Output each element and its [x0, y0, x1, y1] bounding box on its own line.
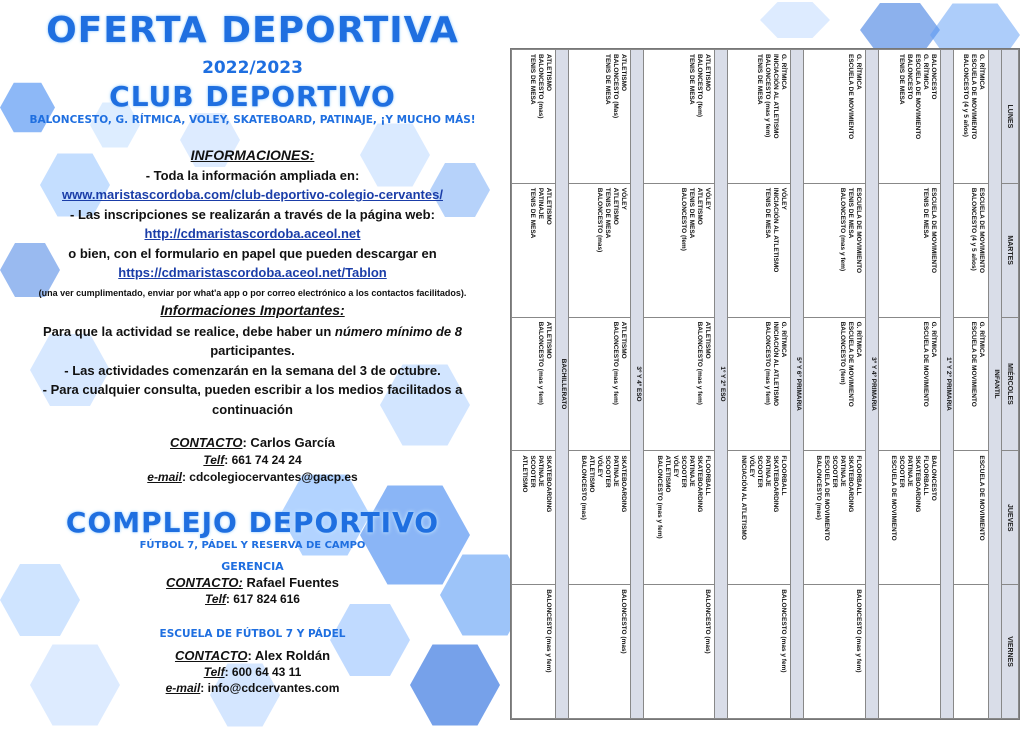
activity-cell: [878, 183, 940, 317]
activity-cell: [953, 451, 988, 585]
activity-item: TENIS DE MESA: [688, 187, 696, 239]
activity-cell: [878, 585, 940, 719]
level-row: [940, 50, 953, 719]
activity-item: BALONCESTO (mas): [580, 455, 588, 520]
activity-cell: [644, 585, 715, 719]
escuela-contact-label: CONTACTO: [174, 648, 248, 663]
activity-cell: [878, 451, 940, 585]
activity-item: SKATEBOARDING: [545, 455, 553, 513]
activity-item: G. RÍTMICA: [854, 54, 862, 90]
activity-item: ATLETISMO: [664, 455, 672, 493]
activity-item: ATLETISMO: [588, 455, 596, 493]
level-label: 5º Y 6º PRIMARIA: [790, 50, 803, 719]
level-row: [631, 50, 644, 719]
activity-item: PATINAJE: [537, 187, 545, 219]
level-label: 1º Y 2º PRIMARIA: [940, 50, 953, 719]
activity-item: BALONCESTO (Mas): [612, 54, 620, 119]
activity-item: TENIS DE MESA: [763, 187, 771, 239]
activity-item: SCOOTER: [529, 455, 537, 488]
info-line-1: - Toda la información ampliada en:: [145, 168, 360, 183]
activity-item: G. RÍTMICA: [921, 54, 929, 90]
activity-item: BALONCESTO (mas y fem): [545, 589, 553, 673]
activity-cell: [644, 451, 715, 585]
activity-item: G. RÍTMICA: [929, 321, 937, 358]
level-label: 3º Y 4º PRIMARIA: [865, 50, 878, 719]
activities-row: [644, 50, 715, 719]
activity-item: SCOOTER: [755, 455, 763, 488]
activity-item: ESCUELA DE MOVIMIENTO: [978, 455, 985, 541]
day-header: JUEVES: [1002, 451, 1019, 585]
activity-item: TENIS DE MESA: [755, 54, 763, 105]
activity-cell: [728, 451, 790, 585]
activity-cell: [728, 317, 790, 451]
level-row: [715, 50, 728, 719]
activity-item: ESCUELA DE MOVIMIENTO: [822, 455, 830, 541]
activity-item: ESCUELA DE MOVIMIENTO: [854, 187, 862, 274]
mail-label: e-mail: [147, 470, 182, 484]
activity-item: BALONCESTO (fem): [696, 54, 704, 118]
activity-cell: [644, 50, 715, 184]
level-label: INFANTIL: [989, 50, 1002, 719]
activity-cell: [878, 317, 940, 451]
activity-item: BALONCESTO (mas y fem): [656, 455, 664, 539]
activity-item: ESCUELA DE MOVIMIENTO: [929, 187, 937, 274]
activity-item: BALONCESTO: [929, 54, 937, 100]
contact-label: CONTACTO: [170, 435, 243, 450]
activity-item: BALONCESTO (mas): [814, 455, 822, 520]
activity-item: SKATEBOARDING: [620, 455, 628, 513]
activity-item: ESCUELA DE MOVIMIENTO: [970, 54, 977, 140]
imp1-a: Para que la actividad se realice, debe haber un: [42, 324, 335, 339]
activity-item: ATLETISMO: [620, 321, 628, 359]
activity-cell: [512, 585, 556, 719]
level-label: 3º Y 4º ESO: [631, 50, 644, 719]
activity-cell: [953, 585, 988, 719]
activities-row: [953, 50, 988, 719]
activity-item: G. RÍTMICA: [978, 54, 985, 90]
gerencia-tel: : 617 824 616: [225, 592, 300, 606]
activity-item: VÓLEY: [620, 187, 628, 210]
activity-item: TENIS DE MESA: [529, 187, 537, 239]
activity-item: TENIS DE MESA: [604, 54, 612, 105]
schedule-panel: [510, 48, 1020, 720]
contact-name: : Carlos García: [242, 435, 335, 450]
activity-item: BALONCESTO (fem): [838, 321, 846, 385]
day-header: MARTES: [1002, 183, 1019, 317]
schedule-table: [511, 49, 1019, 719]
activity-item: INICIACIÓN AL ATLETISMO: [771, 321, 779, 407]
activity-item: TENIS DE MESA: [604, 187, 612, 239]
activity-item: SCOOTER: [897, 455, 905, 488]
imp3b: continuación: [212, 402, 293, 417]
activity-item: TENIS DE MESA: [846, 187, 854, 239]
activity-cell: [512, 451, 556, 585]
day-header: LUNES: [1002, 50, 1019, 184]
activity-item: BALONCESTO (mas y fem): [696, 321, 704, 405]
activity-cell: [512, 183, 556, 317]
activity-item: G. RÍTMICA: [779, 54, 787, 90]
activity-item: BALONCESTO (mas): [537, 54, 545, 119]
aceol-link[interactable]: http://cdmaristascordoba.aceol.net: [144, 226, 361, 241]
activity-item: VÓLEY: [704, 187, 712, 210]
activity-item: G. RÍTMICA: [779, 321, 787, 358]
level-row: [790, 50, 803, 719]
gerencia-contact-name: Rafael Fuentes: [242, 575, 339, 590]
activity-item: SCOOTER: [604, 455, 612, 488]
day-header: MIÉRCOLES: [1002, 317, 1019, 451]
level-label: BACHILLERATO: [556, 50, 569, 719]
level-row: [556, 50, 569, 719]
day-header: VIERNES: [1002, 585, 1019, 719]
activity-item: PATINAJE: [905, 455, 913, 487]
activity-cell: [953, 183, 988, 317]
activity-cell: [803, 585, 865, 719]
activity-cell: [569, 183, 631, 317]
info-note: (una ver cumplimentado, enviar por what'a app o por correo electrónico a los contactos facilitados).: [38, 288, 467, 298]
level-row: [865, 50, 878, 719]
imp1-b: número mínimo de 8: [334, 324, 463, 339]
activity-item: VÓLEY: [779, 187, 787, 210]
activity-item: BALONCESTO (4 y 5 años): [970, 187, 977, 271]
activity-cell: [953, 317, 988, 451]
tablon-link[interactable]: https://cdmaristascordoba.aceol.net/Tablon: [118, 265, 387, 280]
activity-item: FLOORBALL: [779, 455, 787, 496]
activity-item: TENIS DE MESA: [688, 54, 696, 105]
activity-item: BALONCESTO (mas y fem): [763, 54, 771, 138]
club-title: CLUB DEPORTIVO: [109, 80, 396, 113]
gerencia-contact-label: CONTACTO:: [166, 575, 243, 590]
activity-item: PATINAJE: [838, 455, 846, 487]
level-label: 1º Y 2º ESO: [715, 50, 728, 719]
activity-item: ATLETISMO: [545, 54, 553, 92]
activity-cell: [569, 451, 631, 585]
activity-item: PATINAJE: [688, 455, 696, 487]
club-website-link[interactable]: www.maristascordoba.com/club-deportivo-colegio-cervantes/: [62, 187, 443, 202]
activity-cell: [953, 50, 988, 184]
activity-item: BALONCESTO (mas): [620, 589, 628, 654]
activity-item: ESCUELA DE MOVIMIENTO: [970, 321, 977, 407]
imp3: - Para cualquier consulta, pueden escribir a los medios facilitados a: [42, 382, 463, 397]
activity-item: BALONCESTO (mas y fem): [779, 589, 787, 673]
activity-item: SCOOTER: [680, 455, 688, 488]
activity-cell: [803, 50, 865, 184]
complejo-subtitle: FÚTBOL 7, PÁDEL Y RESERVA DE CAMPO: [139, 540, 366, 551]
activity-item: BALONCESTO (fem): [680, 187, 688, 251]
activity-cell: [512, 317, 556, 451]
activity-cell: [803, 317, 865, 451]
main-title: OFERTA DEPORTIVA: [46, 10, 459, 51]
activity-cell: [512, 50, 556, 184]
activity-item: BALONCESTO (mas): [704, 589, 712, 654]
activity-cell: [728, 50, 790, 184]
activities-row: [803, 50, 865, 719]
info-line-2: - Las inscripciones se realizarán a través de la página web:: [70, 207, 435, 222]
informaciones-heading: INFORMACIONES:: [190, 147, 315, 163]
activity-item: ATLETISMO: [545, 187, 553, 225]
activity-item: ESCUELA DE MOVIMIENTO: [913, 54, 921, 140]
activity-cell: [803, 451, 865, 585]
activity-item: BALONCESTO: [929, 455, 937, 501]
activity-item: ATLETISMO: [704, 321, 712, 359]
activity-item: FLOORBALL: [921, 455, 929, 496]
activity-item: SKATEBOARDING: [696, 455, 704, 513]
activity-item: ESCUELA DE MOVIMIENTO: [978, 187, 985, 274]
gerencia-tel-label: Telf: [205, 592, 226, 606]
season-label: 2022/2023: [202, 58, 303, 78]
activity-item: ESCUELA DE MOVIMIENTO: [846, 54, 854, 140]
activity-item: ATLETISMO: [545, 321, 553, 359]
activity-item: FLOORBALL: [704, 455, 712, 496]
activity-item: FLOORBALL: [854, 455, 862, 496]
activity-cell: [878, 50, 940, 184]
activity-item: SKATEBOARDING: [913, 455, 921, 513]
activity-item: TENIS DE MESA: [529, 54, 537, 105]
activity-cell: [803, 183, 865, 317]
activity-item: PATINAJE: [612, 455, 620, 487]
tel-value: : 661 74 24 24: [224, 453, 302, 467]
activity-item: BALONCESTO (mas): [596, 187, 604, 253]
activity-item: VÓLEY: [672, 455, 680, 478]
activity-item: ATLETISMO: [620, 54, 628, 92]
activity-item: ESCUELA DE MOVIMIENTO: [921, 321, 929, 407]
escuela-label: ESCUELA DE FÚTBOL 7 Y PÁDEL: [159, 628, 346, 640]
imp1-c: participantes.: [210, 343, 295, 358]
activity-item: SCOOTER: [830, 455, 838, 488]
activity-item: ATLETISMO: [696, 187, 704, 225]
activity-cell: [569, 585, 631, 719]
activity-cell: [569, 50, 631, 184]
complejo-title: COMPLEJO DEPORTIVO: [65, 506, 440, 539]
activity-item: INICIACIÓN AL ATLETISMO: [771, 54, 779, 139]
activity-item: BALONCESTO: [905, 54, 913, 100]
activity-cell: [644, 183, 715, 317]
activity-cell: [728, 585, 790, 719]
activity-item: ATLETISMO: [612, 187, 620, 225]
activity-item: ATLETISMO: [521, 455, 529, 493]
mail-value[interactable]: : cdcolegiocervantes@gacp.es: [181, 470, 358, 484]
activities-row: [728, 50, 790, 719]
level-row: [989, 50, 1002, 719]
activity-item: ATLETISMO: [704, 54, 712, 92]
activity-item: INICIACIÓN AL ATLETISMO: [739, 455, 747, 540]
activity-item: SKATEBOARDING: [846, 455, 854, 513]
activity-item: INICIACIÓN AL ATLETISMO: [771, 187, 779, 273]
activity-item: SKATEBOARDING: [771, 455, 779, 513]
activities-row: [569, 50, 631, 719]
escuela-tel-label: Telf: [203, 665, 225, 679]
activity-item: BALONCESTO (4 y 5 años): [962, 54, 969, 137]
activity-item: BALONCESTO (mas y fem): [838, 187, 846, 272]
gerencia-label: GERENCIA: [221, 560, 284, 573]
activity-cell: [569, 317, 631, 451]
important-heading: Informaciones Importantes:: [160, 302, 345, 318]
activity-item: ESCUELA DE MOVIMIENTO: [846, 321, 854, 407]
activity-item: TENIS DE MESA: [921, 187, 929, 239]
schedule-table-rotated: [510, 48, 1020, 720]
activity-item: G. RÍTMICA: [854, 321, 862, 358]
activity-cell: [644, 317, 715, 451]
activity-item: G. RÍTMICA: [978, 321, 985, 358]
imp2: - Las actividades comenzarán en la semana del 3 de octubre.: [64, 363, 441, 378]
activity-item: ESCUELA DE MOVIMIENTO: [889, 455, 897, 541]
activity-item: BALONCESTO (mas y fem): [854, 589, 862, 673]
activity-item: VÓLEY: [747, 455, 755, 478]
escuela-contact-name: : Alex Roldán: [247, 648, 331, 663]
activities-row: [512, 50, 556, 719]
info-line-3: o bien, con el formulario en papel que pueden descargar en: [68, 246, 437, 261]
activity-item: BALONCESTO (mas y fem): [763, 321, 771, 405]
activity-item: BALONCESTO (mas y fem): [537, 321, 545, 405]
activity-item: BALONCESTO (mas y fem): [612, 321, 620, 405]
tel-label: Telf: [203, 453, 225, 467]
activities-row: [878, 50, 940, 719]
activity-item: VÓLEY: [596, 455, 604, 478]
activity-cell: [728, 183, 790, 317]
activity-item: TENIS DE MESA: [897, 54, 905, 105]
escuela-mail[interactable]: : info@cdcervantes.com: [200, 681, 340, 695]
escuela-tel: : 600 64 43 11: [224, 665, 302, 679]
escuela-mail-label: e-mail: [165, 681, 201, 695]
activity-item: PATINAJE: [537, 455, 545, 487]
days-header-row: [1002, 50, 1019, 719]
sports-list: BALONCESTO, G. RÍTMICA, VOLEY, SKATEBOARD, PATINAJE, ¡Y MUCHO MÁS!: [29, 114, 476, 126]
activity-item: PATINAJE: [763, 455, 771, 487]
